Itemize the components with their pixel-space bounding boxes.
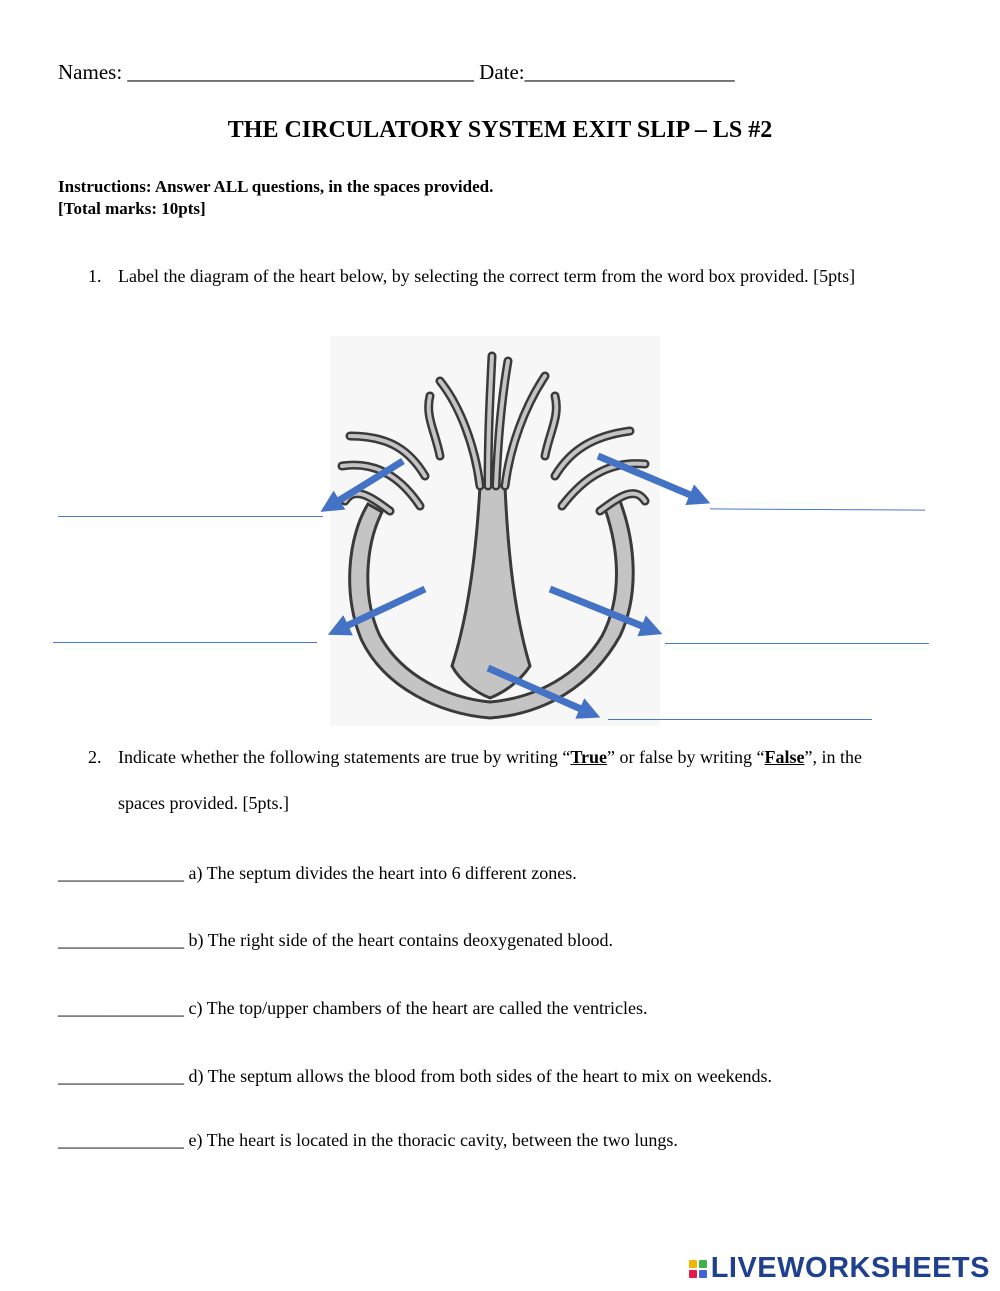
- statement-text-a: a) The septum divides the heart into 6 different zones.: [188, 863, 577, 883]
- label-line-top-left[interactable]: [58, 516, 323, 517]
- question-2-number: 2.: [88, 747, 102, 767]
- heart-diagram: [330, 336, 660, 726]
- question-1-number: 1.: [88, 266, 102, 286]
- label-line-mid-left[interactable]: [53, 642, 317, 643]
- statement-c: [58, 998, 647, 1019]
- logo-mark-icon: [689, 1260, 707, 1278]
- question-1: [88, 266, 855, 287]
- statement-e: [58, 1130, 678, 1151]
- instructions: [58, 176, 493, 220]
- statement-b: [58, 930, 613, 951]
- statement-text-d: d) The septum allows the blood from both sides of the heart to mix on weekends.: [188, 1066, 773, 1086]
- header-line: [58, 60, 735, 85]
- statement-text-c: c) The top/upper chambers of the heart are called the ventricles.: [188, 998, 648, 1018]
- question-2-text-b: ” or false by writing “: [607, 747, 765, 767]
- label-line-mid-right[interactable]: [665, 643, 929, 644]
- liveworksheets-logo: [689, 1252, 990, 1285]
- date-field[interactable]: ____________________: [524, 60, 735, 84]
- statement-a: [58, 863, 577, 884]
- statement-text-e: e) The heart is located in the thoracic cavity, between the two lungs.: [188, 1130, 678, 1150]
- question-2: [88, 747, 862, 768]
- logo-square-green: [699, 1260, 707, 1268]
- names-label: Names:: [58, 60, 123, 84]
- total-marks: [Total marks: 10pts]: [58, 199, 206, 218]
- question-2-text-c: ”, in the: [804, 747, 862, 767]
- question-1-text: Label the diagram of the heart below, by selecting the correct term from the word box provided. [5pts]: [118, 266, 856, 286]
- logo-square-yellow: [689, 1260, 697, 1268]
- question-2-text-a: Indicate whether the following statements are true by writing “: [118, 747, 571, 767]
- answer-blank-a[interactable]: ______________: [58, 863, 184, 883]
- answer-blank-d[interactable]: ______________: [58, 1066, 184, 1086]
- statement-d: [58, 1066, 772, 1087]
- question-2-line2: spaces provided. [5pts.]: [118, 793, 289, 813]
- names-field[interactable]: _________________________________: [127, 60, 474, 84]
- logo-text: LIVEWORKSHEETS: [710, 1252, 990, 1284]
- false-word: False: [764, 747, 805, 767]
- answer-blank-b[interactable]: ______________: [58, 930, 184, 950]
- logo-square-red: [689, 1270, 697, 1278]
- date-label: Date:: [479, 60, 525, 84]
- statement-text-b: b) The right side of the heart contains deoxygenated blood.: [188, 930, 614, 950]
- label-line-bottom[interactable]: [608, 719, 872, 720]
- instructions-line: Instructions: Answer ALL questions, in the spaces provided.: [58, 177, 494, 196]
- logo-square-blue: [699, 1270, 707, 1278]
- true-word: True: [570, 747, 608, 767]
- answer-blank-e[interactable]: ______________: [58, 1130, 184, 1150]
- label-line-top-right[interactable]: [710, 508, 925, 510]
- answer-blank-c[interactable]: ______________: [58, 998, 184, 1018]
- page-title: THE CIRCULATORY SYSTEM EXIT SLIP – LS #2: [227, 117, 773, 143]
